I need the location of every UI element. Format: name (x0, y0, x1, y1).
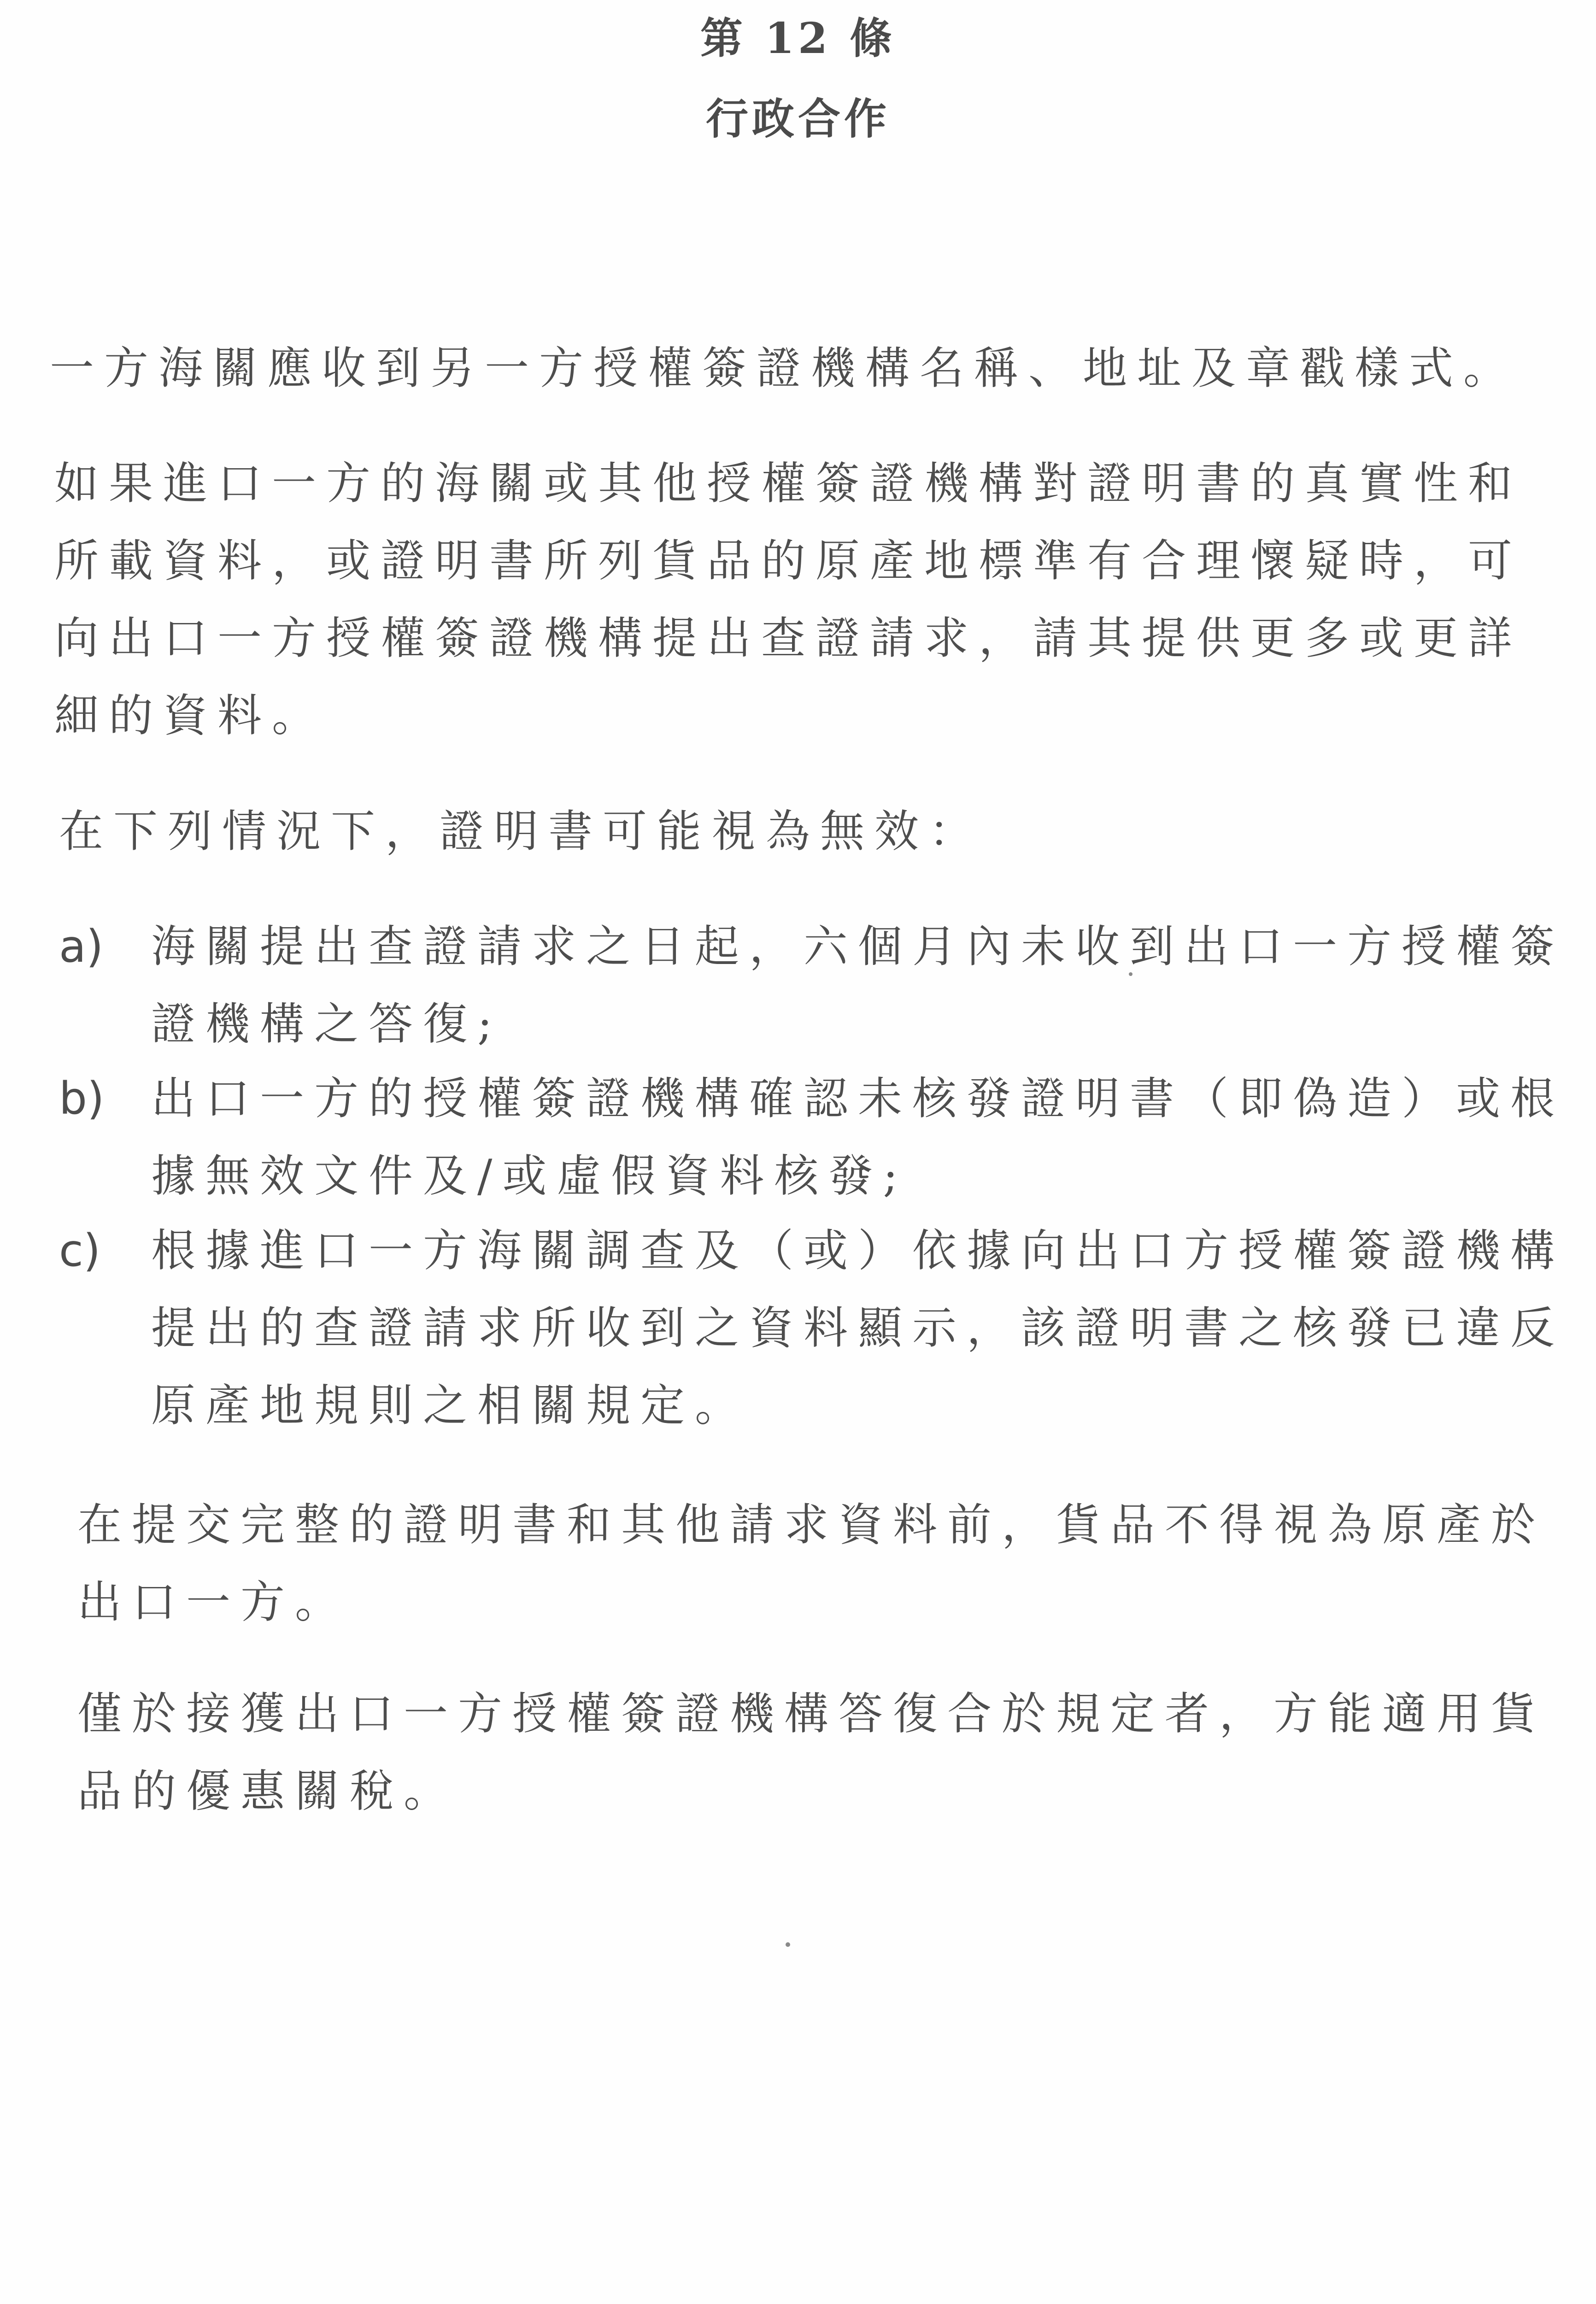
list-marker: b) (59, 1073, 105, 1124)
list-item-c (59, 1212, 1579, 1444)
list-marker: a) (59, 921, 104, 972)
list-item-text: 出口一方的授權簽證機構確認未核發證明書（即偽造）或根據無效文件及/或虛假資料核發; (151, 1073, 1565, 1202)
scan-speck (1129, 972, 1132, 976)
list-item-text: 根據進口一方海關調查及（或）依據向出口方授權簽證機構提出的查證請求所收到之資料顯示，該證明書之核發已違反原產地規則之相關規定。 (151, 1225, 1565, 1431)
list-marker: c) (59, 1225, 101, 1276)
scan-speck (786, 1942, 790, 1947)
paragraph-invalid-conditions-intro: 在下列情況下，證明書可能視為無效： (59, 805, 983, 857)
paragraph-preferential-tariff: 僅於接獲出口一方授權簽證機構答復合於規定者，方能適用貨品的優惠關稅。 (77, 1688, 1545, 1817)
article-number: 第 12 條 (700, 13, 896, 63)
list-item-text: 海關提出查證請求之日起，六個月內未收到出口一方授權簽證機構之答復; (151, 921, 1565, 1050)
paragraph-receipt-of-details: 一方海關應收到另一方授權簽證機構名稱、地址及章戳樣式。 (50, 342, 1518, 394)
paragraph-verification-request: 如果進口一方的海關或其他授權簽證機構對證明書的真實性和所載資料，或證明書所列貨品的原產地標準有合理懷疑時，可向出口一方授權簽證機構提出查證請求，請其提供更多或更詳細的資料。 (54, 458, 1522, 741)
article-title: 行政合作 (705, 94, 890, 144)
list-item-b (59, 1060, 1579, 1215)
paragraph-originating-goods: 在提交完整的證明書和其他請求資料前，貨品不得視為原產於出口一方。 (77, 1499, 1545, 1628)
list-item-a (59, 908, 1579, 1063)
